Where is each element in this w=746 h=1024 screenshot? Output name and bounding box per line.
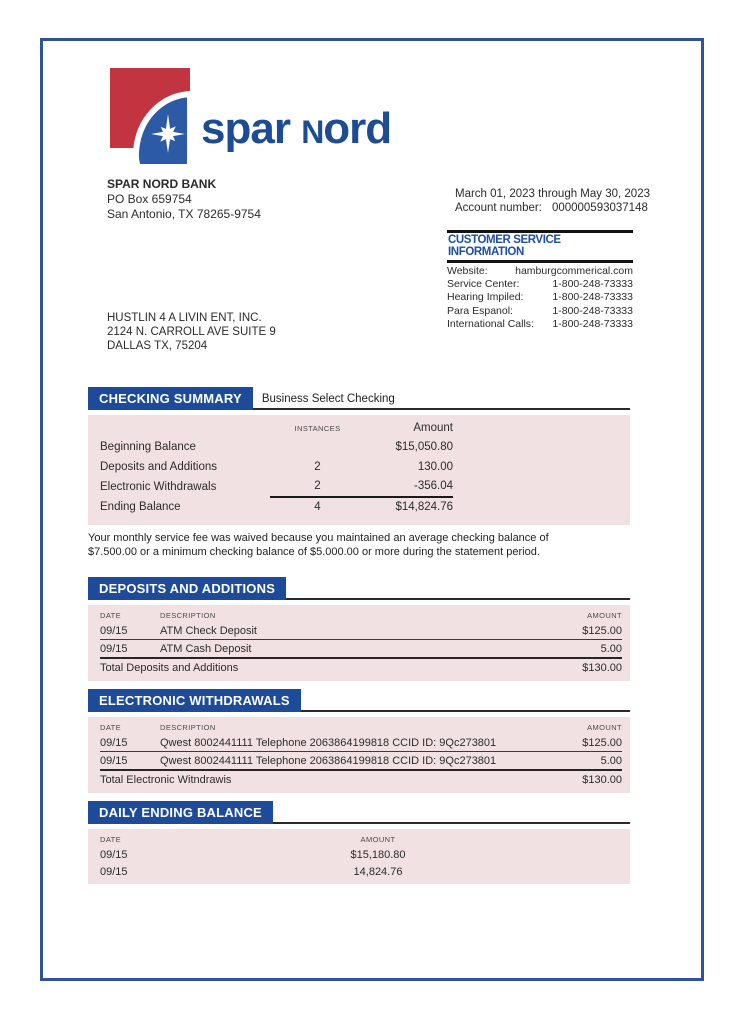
deposits-section: [88, 577, 630, 681]
checking-summary-title: CHECKING SUMMARY: [88, 387, 253, 410]
summary-row-ending-balance: [100, 497, 630, 517]
withdrawals-total-row: [100, 771, 622, 789]
deposit-date: 09/15: [100, 624, 128, 637]
recipient-line1: HUSTLIN 4 A LIVIN ENT, INC.: [107, 312, 262, 324]
checking-summary-subtitle: Business Select Checking: [261, 393, 395, 405]
summary-instances: 2: [270, 476, 365, 498]
statement-period: March 01, 2023 through May 30, 2023: [455, 188, 650, 200]
col-amount: AMOUNT: [360, 835, 396, 844]
summary-amount: $15,050.80: [395, 441, 453, 453]
withdrawals-section: [88, 689, 630, 793]
summary-amount: 130.00: [417, 461, 453, 473]
cs-value: 1-800-248-73333: [552, 317, 633, 330]
cs-label: Service Center:: [447, 278, 520, 291]
summary-label: Ending Balance: [100, 501, 181, 513]
daily-balance-title: DAILY ENDING BALANCE: [88, 801, 273, 824]
withdrawals-header: [88, 689, 630, 712]
daily-date: 09/15: [100, 848, 128, 861]
withdrawal-amount: 5.00: [600, 754, 622, 767]
cs-row-espanol: [447, 305, 633, 318]
cs-label: Hearing Impiled:: [447, 291, 524, 304]
withdrawal-description: Qwest 8002441111 Telephone 2063864199818 CCID ID: 9Qc273801: [160, 736, 497, 749]
withdrawal-date: 09/15: [100, 736, 128, 749]
withdrawals-total-amount: $130.00: [582, 774, 622, 786]
withdrawals-header-row: [100, 719, 622, 734]
deposits-header-row: [100, 607, 622, 622]
col-description: DESCRIPTION: [160, 611, 216, 620]
cs-value: 1-800-248-73333: [552, 304, 633, 317]
summary-label: Beginning Balance: [100, 441, 196, 453]
deposits-header: [88, 577, 630, 600]
daily-date: 09/15: [100, 865, 128, 878]
cs-label: Para Espanol:: [447, 304, 513, 317]
deposit-row: [100, 622, 622, 640]
daily-balance-row: [100, 863, 622, 880]
withdrawal-row: [100, 734, 622, 752]
cs-label: Website:: [447, 265, 488, 277]
wordmark: [201, 104, 391, 154]
spar-nord-logo: [110, 68, 212, 181]
checking-summary-table: [88, 415, 630, 525]
deposits-table: [88, 605, 630, 681]
deposits-header-rule: [286, 577, 630, 600]
withdrawals-table: [88, 717, 630, 793]
withdrawals-header-rule: [301, 689, 630, 712]
daily-balance-row: [100, 846, 622, 863]
daily-balance-section: [88, 801, 630, 884]
deposits-title: DEPOSITS AND ADDITIONS: [88, 577, 286, 600]
checking-summary-section: [88, 387, 630, 525]
summary-col-amount: Amount: [413, 422, 453, 434]
checking-summary-header-rule: [253, 387, 630, 410]
cs-value: 1-800-248-73333: [552, 291, 633, 304]
account-number-label: Account number:: [455, 202, 542, 214]
recipient-line3: DALLAS TX, 75204: [107, 340, 208, 352]
account-number-row: [455, 201, 650, 215]
summary-row-beginning-balance: [100, 437, 630, 457]
cs-label: International Calls:: [447, 317, 534, 330]
summary-col-instances: INSTANCES: [294, 423, 341, 433]
col-amount: AMOUNT: [587, 723, 622, 732]
summary-instances: 4: [314, 501, 321, 513]
col-date: DATE: [100, 723, 122, 732]
customer-service-box: [447, 230, 633, 331]
summary-label: Electronic Withdrawals: [100, 481, 217, 493]
withdrawal-amount: $125.00: [582, 736, 622, 749]
deposits-total-amount: $130.00: [582, 662, 622, 674]
service-fee-note: Your monthly service fee was waived because you maintained an average checking balance of $7.500.00 or a minimum checking balance of $5.000.00 or more during the statement period.: [88, 532, 549, 558]
deposit-amount: 5.00: [600, 642, 622, 655]
withdrawal-date: 09/15: [100, 754, 128, 767]
deposits-total-row: [100, 659, 622, 677]
daily-balance-header-row: [100, 831, 622, 846]
summary-label: Deposits and Additions: [100, 461, 217, 473]
daily-balance-table: [88, 829, 630, 884]
summary-row-withdrawals: [100, 477, 630, 497]
cs-row-service-center: [447, 278, 633, 291]
summary-amount: $14,824.76: [395, 501, 453, 513]
cs-value: 1-800-248-73333: [552, 278, 633, 291]
cs-row-website: [447, 265, 633, 278]
summary-amount: -356.04: [365, 476, 453, 498]
daily-balance-header: [88, 801, 630, 824]
summary-instances: 2: [314, 461, 321, 473]
deposits-total-label: Total Deposits and Additions: [100, 662, 239, 674]
bank-address-block: [107, 177, 261, 222]
withdrawals-title: ELECTRONIC WITHDRAWALS: [88, 689, 301, 712]
customer-service-title: CUSTOMER SERVICE INFORMATION: [447, 230, 633, 263]
col-date: DATE: [100, 611, 122, 620]
customer-service-rows: [447, 263, 633, 331]
col-description: DESCRIPTION: [160, 723, 216, 732]
col-amount: AMOUNT: [587, 611, 622, 620]
deposit-description: ATM Cash Deposit: [160, 642, 252, 655]
bank-name: SPAR NORD BANK: [107, 177, 217, 191]
col-date: DATE: [100, 835, 122, 844]
cs-row-international: [447, 318, 633, 331]
daily-amount: 14,824.76: [353, 865, 403, 878]
withdrawal-description: Qwest 8002441111 Telephone 2063864199818 CCID ID: 9Qc273801: [160, 754, 497, 767]
daily-amount: $15,180.80: [350, 848, 406, 861]
wordmark-nord-rest: ord: [323, 104, 392, 153]
bank-address-line1: PO Box 659754: [107, 192, 192, 206]
summary-row-deposits: [100, 457, 630, 477]
recipient-line2: 2124 N. CARROLL AVE SUITE 9: [107, 326, 276, 338]
cs-value: hamburgcommerical.com: [515, 265, 633, 277]
statement-meta: [455, 187, 650, 215]
cs-row-hearing: [447, 291, 633, 304]
withdrawal-row: [100, 752, 622, 771]
wordmark-nord-n: N: [301, 114, 324, 150]
logo-mark-icon: [110, 68, 212, 176]
summary-header-row: [100, 419, 630, 437]
account-number-value: 000000593037148: [551, 202, 648, 214]
recipient-address-block: [107, 311, 276, 353]
wordmark-spar: spar: [201, 104, 290, 153]
bank-address-line2: San Antonio, TX 78265-9754: [107, 207, 261, 221]
deposit-row: [100, 640, 622, 659]
deposit-amount: $125.00: [582, 624, 622, 637]
deposit-date: 09/15: [100, 642, 128, 655]
checking-summary-header: [88, 387, 630, 410]
deposit-description: ATM Check Deposit: [160, 624, 257, 637]
daily-balance-header-rule: [273, 801, 630, 824]
withdrawals-total-label: Total Electronic Witndrawis: [100, 774, 232, 786]
